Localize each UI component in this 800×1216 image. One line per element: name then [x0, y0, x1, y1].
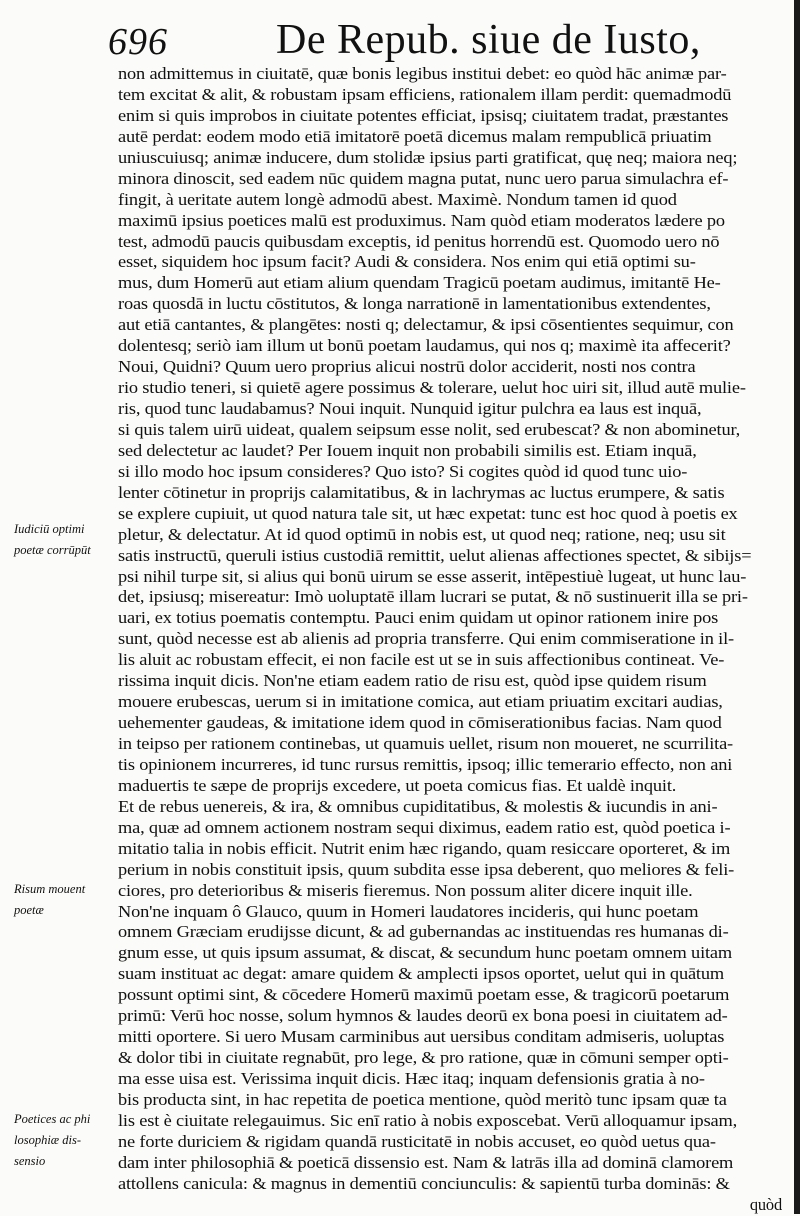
text-line: sunt, quòd necesse est ab alienis ad propria transferre. Qui enim commiseratione in il-: [118, 629, 734, 649]
text-line: ne forte duriciem & rigidam quandā rusticitatē in nobis accuset, eo quòd uetus qua-: [118, 1131, 716, 1151]
text-line: non admittemus in ciuitatē, quæ bonis legibus institui debet: eo quòd hāc animæ par-: [118, 64, 727, 83]
text-line: pletur, & delectatur. At id quod optimū in nobis est, ut quod neq; ratione, neq; usu sit: [118, 524, 726, 544]
margin-note-line: losophiæ dis-: [14, 1132, 82, 1147]
text-line: omnem Græciam erudijsse dicunt, & ad gubernandas ac instituendas res humanas di-: [118, 922, 729, 942]
margin-note-line: poetæ corrūpūt: [14, 542, 91, 557]
margin-note-line: Iudiciū optimi: [14, 522, 85, 536]
text-line: possunt optimi sint, & cōcedere Homerū maximū poetam esse, & tragicorū poetarum: [118, 985, 730, 1005]
text-line: lis aluit ac robustam effecit, ei non facile est ut se in suis affectionibus contineat. Ve-: [118, 650, 725, 670]
text-line: enim si quis improbos in ciuitate potentes efficiat, ipsisq; ciuitatem tradat, præstantes: [118, 105, 729, 125]
text-line: roas quosdā in luctu cōstitutos, & longa narrationē in lamentationibus extendentes,: [118, 294, 711, 314]
text-line: primū: Verū hoc nosse, solum hymnos & laudes deorū ex bona poesi in ciuitatem ad-: [118, 1006, 728, 1026]
margin-note: [14, 879, 112, 921]
margin-note-line: Risum mouent: [14, 882, 86, 896]
text-line: attollens canicula: & magnus in dementiū conciunculis: & sapientū turba dominās: &: [118, 1173, 730, 1193]
margin-note-line: Poetices ac phi: [14, 1112, 91, 1126]
text-line: mus, dum Homerū aut etiam alium quendam Tragicū poetam audimus, imitantē He-: [118, 273, 721, 293]
text-line: ciores, pro deterioribus & miseris fieremus. Non possum aliter dicere inquit ille.: [118, 880, 693, 900]
text-line: maximū ipsius poetices malū est produximus. Nam quòd etiam moderatos lædere po: [118, 210, 725, 230]
text-line: Noui, Quidni? Quum uero proprius alicui nostrū dolor acciderit, nosti nos contra: [118, 357, 696, 377]
text-line: satis instructū, queruli istius custodiā remittit, uelut alienas affectiones spectet, & sibijs=: [118, 545, 752, 565]
text-line: maduertis te sæpe de proprijs excedere, ut poeta comicus fias. Et ualdè inquit.: [118, 775, 677, 795]
text-line: dolentesq; seriò iam illum ut bonū poetam laudamus, qui nos q; maximè ita affecerit?: [118, 336, 731, 356]
text-line: gnum esse, ut quis ipsum assumat, & discat, & secundum hunc poetam omnem uitam: [118, 943, 733, 963]
text-line: mitti oportere. Si uero Musam carminibus aut uersibus conditam admiseris, uoluptas: [118, 1027, 725, 1047]
margin-note: [14, 1109, 112, 1172]
text-line: ris, quod tunc laudabamus? Noui inquit. Nunquid igitur pulchra ea laus est inquā,: [118, 399, 702, 418]
text-line: bis producta sint, in hac repetita de poetica mentione, quòd meritò tunc ipsam quæ ta: [118, 1089, 727, 1109]
text-line: esset, siquidem hoc ipsum facit? Audi & considera. Nos enim qui etiā optimi su-: [118, 252, 696, 272]
text-line: lis est è ciuitate relegauimus. Sic enī ratio à nobis exposcebat. Verū alloquamur ipsam,: [118, 1110, 738, 1130]
margin-note: [14, 519, 112, 561]
text-line: si quis talem uirū uideat, qualem seipsum esse nolit, sed erubescat? & non abominetur,: [118, 419, 741, 439]
margin-note-line: sensio: [14, 1153, 46, 1168]
body-text: [118, 64, 782, 1216]
text-line: & dolor tibi in ciuitate regnabūt, pro lege, & pro ratione, quæ in cōmuni semper opti-: [118, 1048, 729, 1068]
page-number: 696: [108, 21, 168, 63]
text-line: lenter cōtinetur in proprijs calamitatibus, & in lachrymas ac luctus erumpere, & satis: [118, 482, 725, 502]
text-line: ma, quæ ad omnem actionem nostram sequi diximus, eadem ratio est, quòd poetica i-: [118, 817, 731, 837]
text-line: Non'ne inquam ô Glauco, quum in Homeri laudatores incideris, qui hunc poetam: [118, 901, 699, 921]
text-line: uehementer gaudeas, & imitatione idem quod in cōmiserationibus facias. Nam quod: [118, 713, 722, 733]
text-line: quòd: [749, 1194, 782, 1214]
margin-note-line: poetæ: [14, 902, 44, 917]
text-line: perium in nobis constituit ipsis, quum subdita esse ipsa deberent, quo meliores & feli-: [118, 859, 735, 879]
text-line: minora dinoscit, sed eadem nūc quidem magna putat, nunc uero parua simulachra ef-: [118, 168, 729, 188]
text-line: aut etiā cantantes, & plangētes: nosti q; delectamur, & ipsi cōsentientes sequimur, con: [118, 315, 734, 335]
text-line: sed delectetur ac laudet? Per Iouem inquit non probabili similis est. Etiam inquā,: [118, 440, 697, 460]
text-line: suam instituat ac degat: amare quidem & amplecti ipsos oportet, uelut qui in quātum: [118, 964, 725, 984]
text-line: in teipso per rationem continebas, ut quamuis uellet, risum non moueret, ne scurrilita-: [118, 734, 734, 753]
text-line: psi nihil turpe sit, si alius qui bonū uirum se esse asserit, intēpestiuè lugeat, ut hunc lau-: [118, 566, 747, 586]
text-line: mouere erubescas, uerum si in imitatione comica, aut etiam priuatim excitari audias,: [118, 692, 723, 712]
text-line: fingit, à ueritate autem longè admodū abest. Maximè. Nondum tamen id quod: [118, 189, 677, 209]
text-line: det, ipsiusq; misereatur: Imò uoluptatē illam lucrari se putat, & nō sustinuerit illa se pri-: [118, 587, 748, 607]
text-line: dam inter philosophiā & poeticā dissensio est. Nam & latrās illa ad dominā clamorem: [118, 1152, 734, 1172]
page-edge: [794, 0, 800, 1214]
text-line: uniuscuiusq; animæ inducere, dum stolidæ ipsius parti gratificat, quę neq; maiora neq;: [118, 147, 738, 167]
text-line: se explere cupiuit, ut quod natura tale sit, ut hæc expetat: tunc est hoc quod à poetis ex: [118, 503, 738, 523]
text-line: rio studio teneri, si quietē agere possimus & tolerare, uelut hoc uiri sit, illud autē mulie-: [118, 378, 746, 398]
text-line: tis opinionem incurreres, id tunc rursus remittis, ipsoq; illic temerario effecto, non ani: [118, 754, 733, 774]
text-line: si illo modo hoc ipsum consideres? Quo isto? Si cogites quòd id quod tunc uio-: [118, 461, 688, 481]
text-line: tem excitat & alit, & robustam ipsam efficiens, rationalem illam perdit: quemadmodū: [118, 84, 732, 104]
text-line: rissima inquit dicis. Non'ne etiam eadem ratio de risu est, quòd ipse quidem risum: [118, 671, 707, 691]
text-line: ma esse uisa est. Verissima inquit dicis. Hæc itaq; inquam defensionis gratia à no-: [118, 1069, 705, 1088]
text-line: uari, ex totius poematis contemptu. Pauci enim quidam ut opinor rationem inire pos: [118, 608, 719, 628]
text-line: test, admodū paucis quibusdam exceptis, id penitus horrendū est. Quomodo uero nō: [118, 231, 720, 251]
running-head: De Repub. siue de Iusto,: [276, 17, 701, 63]
text-line: mitatio talia in nobis efficit. Nutrit enim hæc rigando, quam resiccare oporteret, & im: [118, 838, 731, 858]
text-line: Et de rebus uenereis, & ira, & omnibus cupiditatibus, & molestis & iucundis in ani-: [118, 796, 718, 816]
text-line: autē perdat: eodem modo etiā imitatorē poetā dicemus malam rempublicā priuatim: [118, 126, 712, 146]
